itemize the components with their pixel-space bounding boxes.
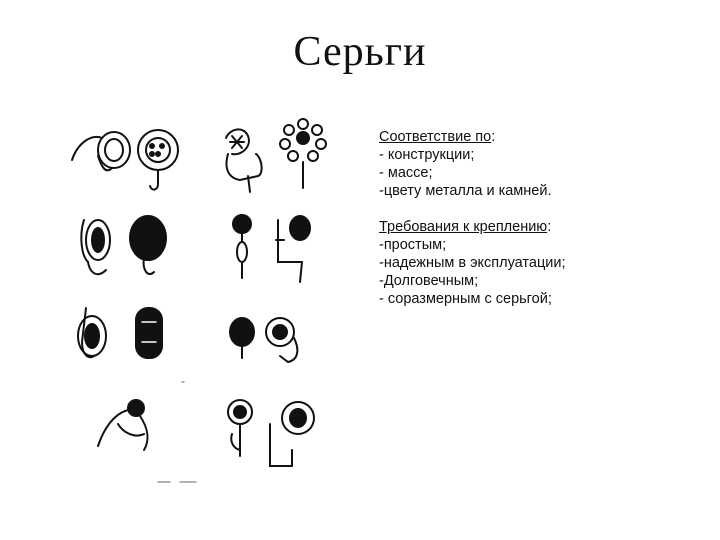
earring-sketch-11 (230, 318, 254, 358)
section2-item: -простым; (379, 237, 447, 253)
section2-heading (379, 218, 699, 236)
earring-sketch-8 (276, 216, 310, 282)
earring-sketch-3 (226, 129, 262, 192)
section2-item: - соразмерным с серьгой; (379, 291, 552, 307)
earring-sketch-15 (270, 402, 314, 466)
section2-heading-tail: : (547, 219, 552, 235)
earrings-drawing-grid-icon (58, 112, 358, 492)
earring-sketch-14 (228, 400, 252, 456)
earring-sketch-5 (81, 220, 110, 274)
section1-item: - конструкции; (379, 147, 475, 163)
section1-heading (379, 128, 699, 146)
section1-item: - массе; (379, 165, 433, 181)
section-spacer (379, 200, 699, 218)
earring-sketch-2 (138, 130, 178, 190)
earring-sketch-1 (72, 132, 130, 170)
earring-sketch-6 (130, 216, 166, 274)
slide-title: Серьги (293, 29, 427, 75)
section2-item: -надежным в эксплуатации; (379, 255, 566, 271)
earring-sketch-10 (136, 308, 162, 358)
section1-heading-tail: : (491, 129, 496, 145)
earring-sketch-9 (78, 308, 106, 357)
section1-heading-underlined: Соответствие по (379, 129, 492, 145)
section1-item: -цвету металла и камней. (379, 183, 552, 199)
earring-sketch-7 (233, 215, 251, 278)
earring-sketch-13 (98, 400, 147, 450)
section2-heading-underlined: Требования к креплению (379, 219, 548, 235)
earring-sketch-12 (266, 318, 297, 362)
requirements-text (379, 128, 699, 308)
section2-item: -Долговечным; (379, 273, 479, 289)
earring-sketch-4 (280, 119, 326, 188)
